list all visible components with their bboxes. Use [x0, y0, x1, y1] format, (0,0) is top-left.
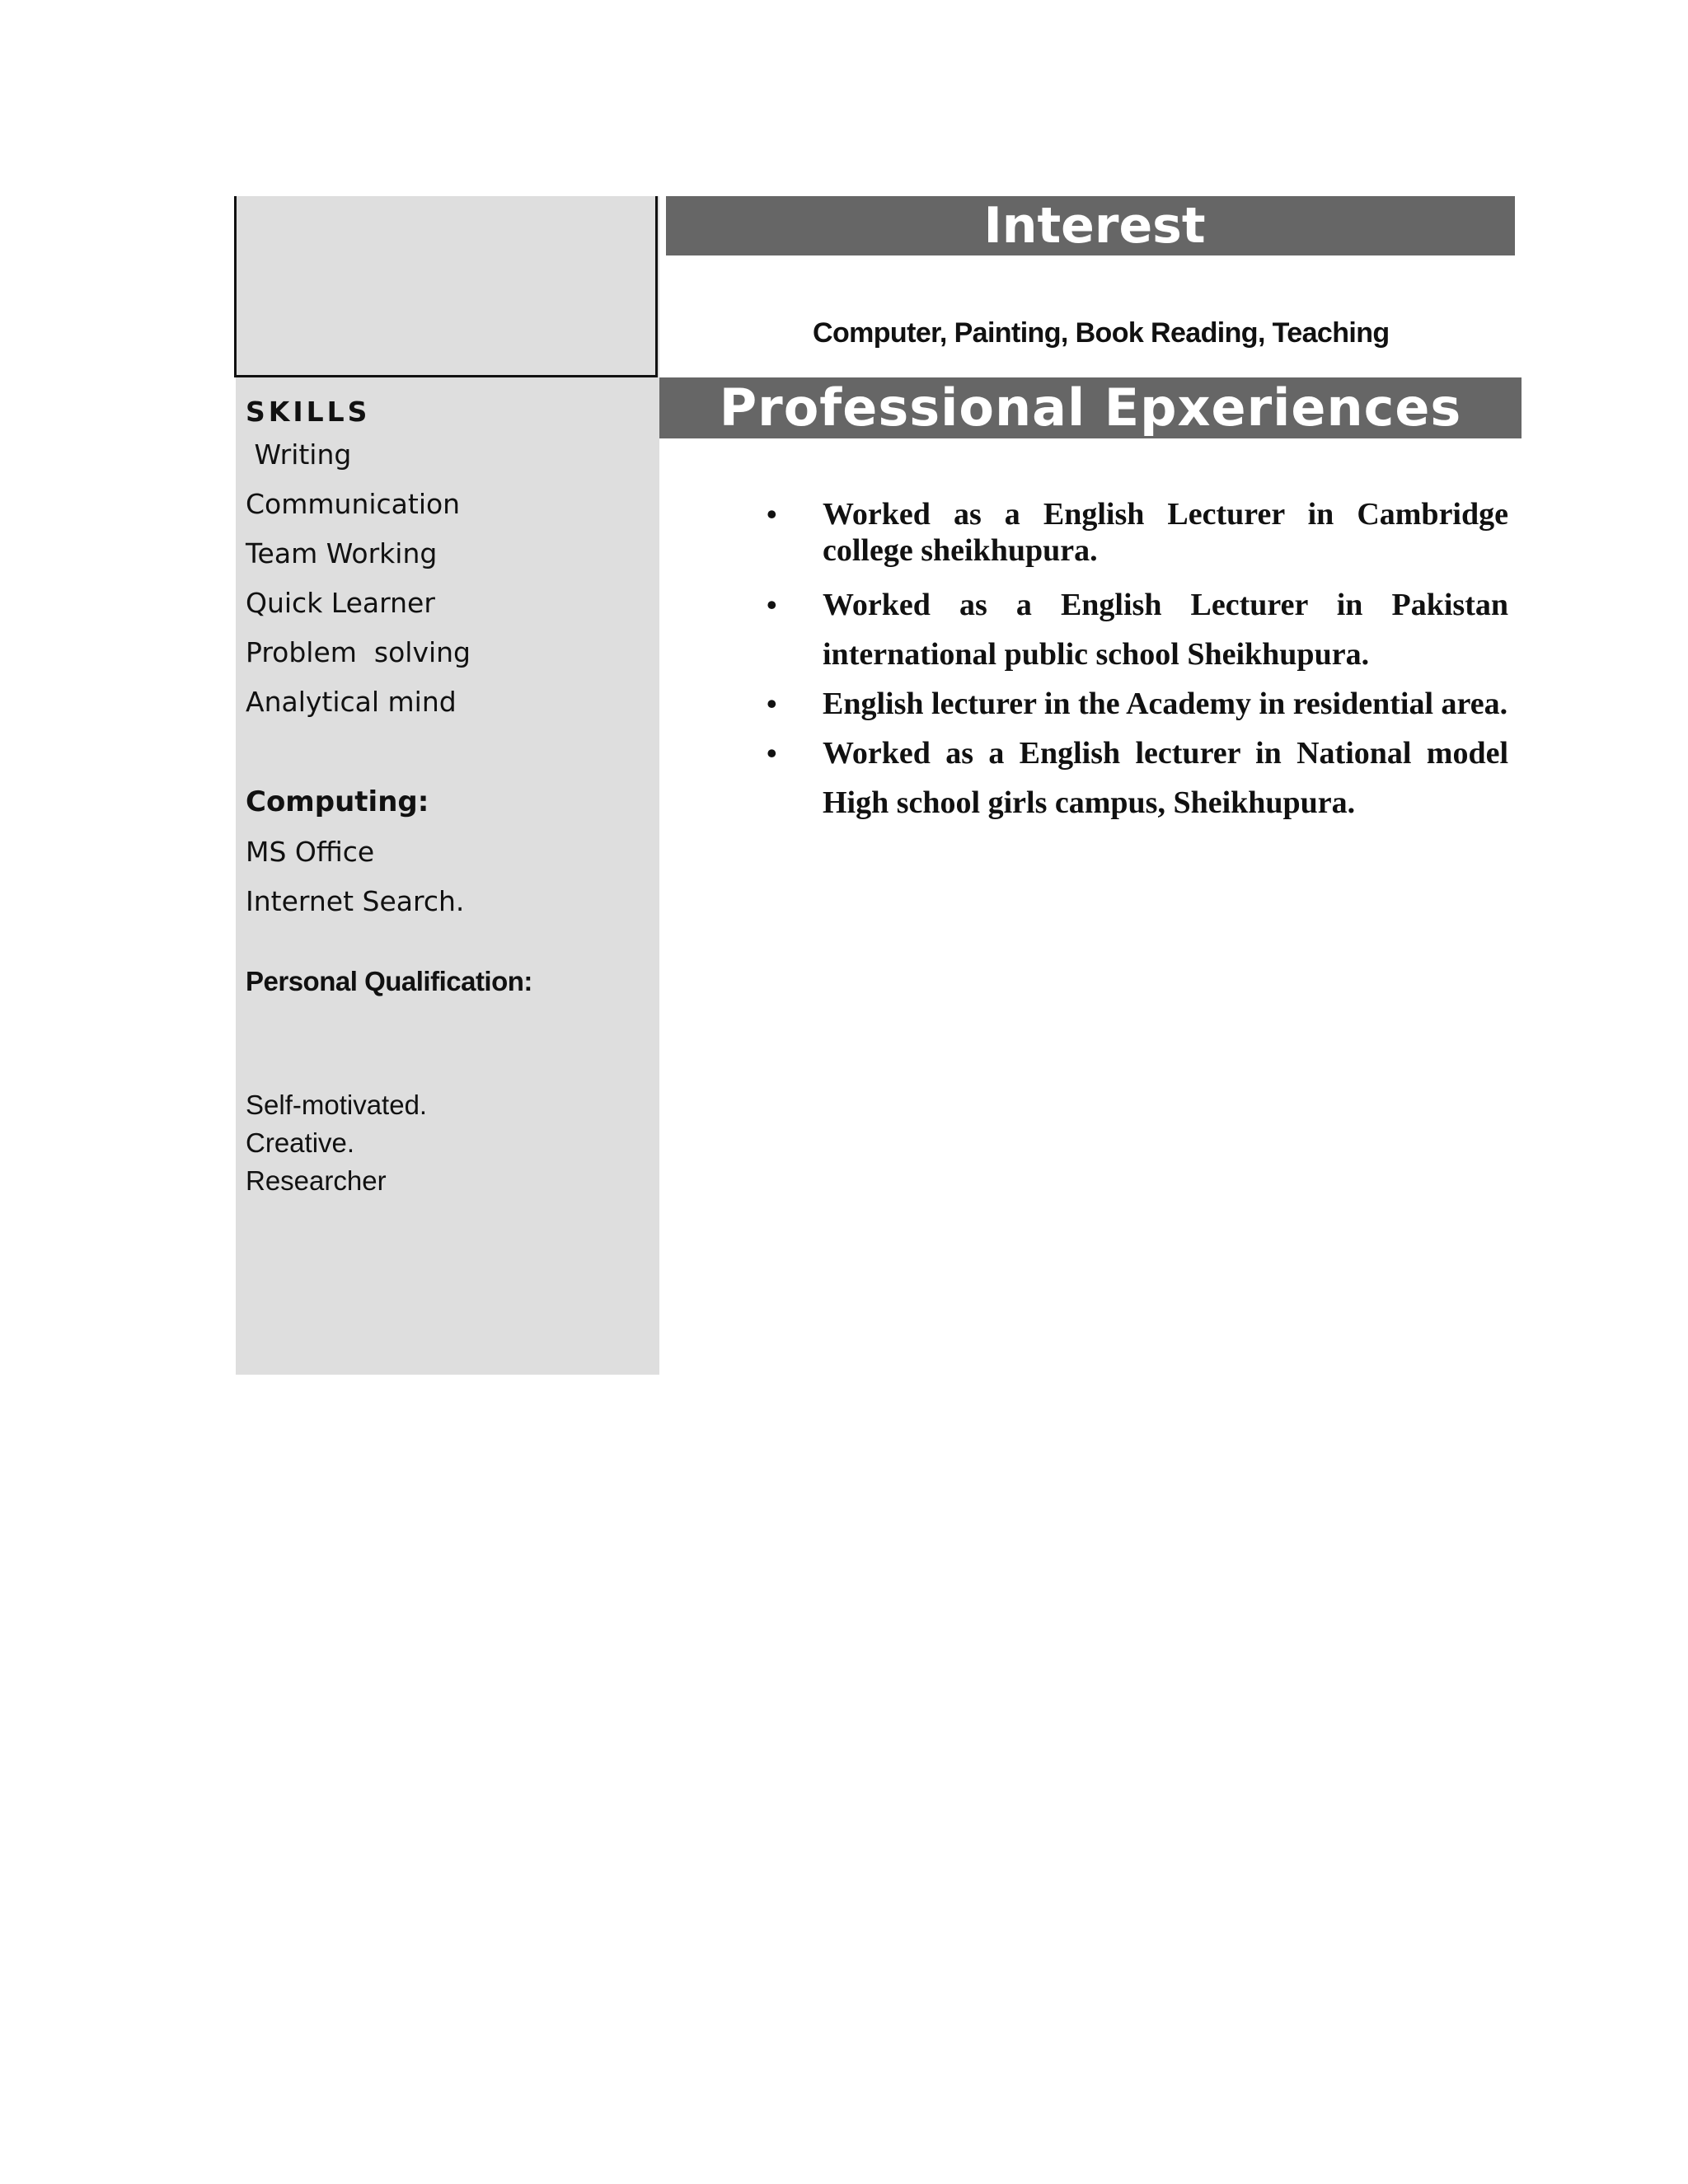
interest-text: Computer, Painting, Book Reading, Teaching — [813, 317, 1390, 349]
bullet-icon: • — [767, 588, 777, 621]
computing-item: Internet Search. — [246, 885, 465, 917]
personal-item: Researcher — [246, 1165, 387, 1196]
personal-item: Creative. — [246, 1127, 355, 1158]
experience-item-text: Worked as a English Lecturer in Cambridge college sheikhupura. — [823, 497, 1508, 568]
experience-item — [767, 729, 1508, 827]
bullet-icon: • — [767, 498, 777, 531]
computing-item: MS Office — [246, 836, 375, 868]
skills-section — [246, 394, 649, 727]
bullet-icon: • — [767, 687, 777, 720]
skill-item: Analytical mind — [246, 686, 457, 718]
experience-item — [767, 580, 1508, 679]
bullet-icon: • — [767, 737, 777, 770]
personal-qualification-list — [246, 1086, 427, 1200]
computing-list — [246, 827, 464, 926]
experience-item — [767, 679, 1508, 729]
experience-item — [767, 496, 1508, 569]
skill-item: Quick Learner — [246, 587, 435, 619]
experience-item-text: Worked as a English Lecturer in Pakistan international public school Sheikhupura. — [823, 588, 1508, 672]
experience-item-text: Worked as a English lecturer in National model High school girls campus, Sheikhupura. — [823, 736, 1508, 820]
experience-heading: Professional Epxeriences — [659, 377, 1522, 438]
computing-title: Computing: — [246, 785, 429, 818]
interest-heading: Interest — [666, 196, 1515, 255]
photo-placeholder — [234, 196, 658, 377]
experience-item-text: English lecturer in the Academy in residential area. — [823, 687, 1508, 721]
experience-list — [767, 496, 1508, 827]
skill-item: Writing — [246, 438, 352, 471]
skill-item: Team Working — [246, 537, 438, 569]
personal-qualification-title: Personal Qualification: — [246, 966, 532, 996]
skills-title: SKILLS — [246, 396, 371, 428]
skill-item: Communication — [246, 488, 461, 520]
skill-item: Problem solving — [246, 636, 471, 668]
personal-item: Self-motivated. — [246, 1090, 428, 1120]
